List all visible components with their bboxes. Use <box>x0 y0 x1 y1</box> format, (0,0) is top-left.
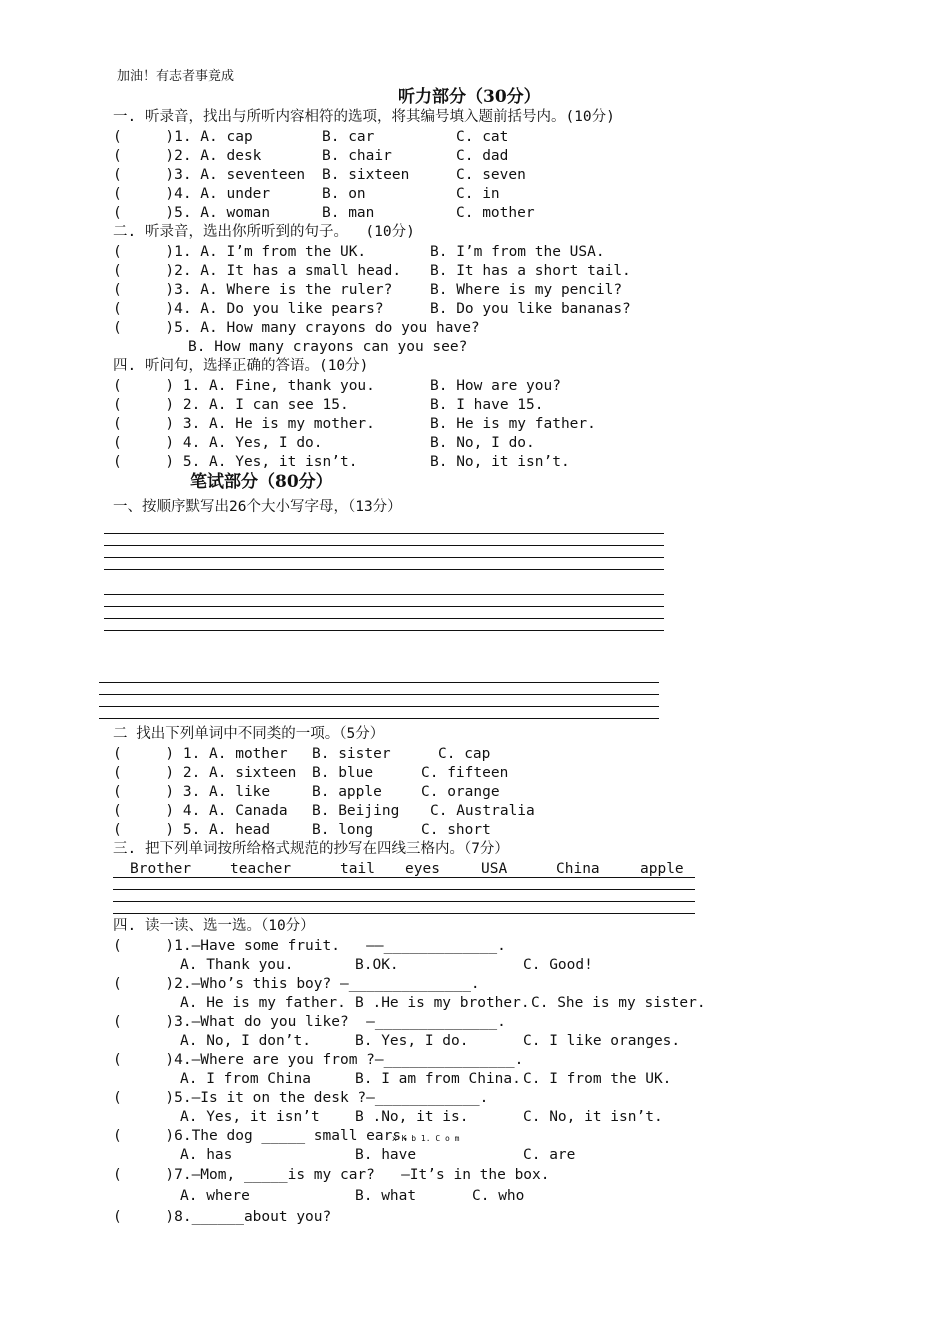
option-c: C. short <box>421 822 491 838</box>
option-b: B. No, it isn’t. <box>430 454 570 470</box>
option-b: B. I have 15. <box>430 397 544 413</box>
writing-title: 笔试部分（80分） <box>190 472 333 492</box>
copy-word: Brother <box>130 861 192 877</box>
option-b: B. sister <box>312 746 391 762</box>
copy-word: teacher <box>230 861 292 877</box>
option-a: ( )4. A. under <box>113 186 271 202</box>
question-text: ( )6.The dog _____ small ears. <box>113 1128 410 1144</box>
option-b: B. apple <box>312 784 382 800</box>
option-a: A. He is my father. <box>180 995 346 1011</box>
option-a: ( )3. A. Where is the ruler? <box>113 282 393 298</box>
option-c: C. She is my sister. <box>531 995 706 1011</box>
option-c: C. dad <box>456 148 509 164</box>
option-b: B. what <box>355 1188 417 1204</box>
option-a: ( ) 3. A. He is my mother. <box>113 416 375 432</box>
option-a: ( ) 3. A. like <box>113 784 271 800</box>
option-b: B .No, it is. <box>355 1109 469 1125</box>
option-b: B. long <box>312 822 374 838</box>
option-a: A. has <box>180 1147 233 1163</box>
option-a: ( )5. A. woman <box>113 205 271 221</box>
option-b: B.OK. <box>355 957 399 973</box>
option-a: ( )3. A. seventeen <box>113 167 306 183</box>
option-c: C. mother <box>456 205 535 221</box>
option-b: B. How many crayons can you see? <box>188 339 468 355</box>
option-a: A. Yes, it isn’t <box>180 1109 320 1125</box>
option-b: B. It has a short tail. <box>430 263 631 279</box>
option-a: ( ) 2. A. sixteen <box>113 765 297 781</box>
option-b: B. sixteen <box>322 167 410 183</box>
question-text: ( )3.—What do you like? —______________. <box>113 1014 506 1030</box>
option-c: C. who <box>472 1188 525 1204</box>
option-b: B. Yes, I do. <box>355 1033 469 1049</box>
option-b: B. chair <box>322 148 392 164</box>
section-heading: 三. 把下列单词按所给格式规范的抄写在四线三格内。（7分） <box>113 841 509 857</box>
option-c: C. I like oranges. <box>523 1033 681 1049</box>
option-b: B. Where is my pencil? <box>430 282 623 298</box>
section-heading: 一、按顺序默写出26个大小写字母，（13分） <box>113 499 402 515</box>
option-a: ( ) 4. A. Canada <box>113 803 288 819</box>
option-a: ( )4. A. Do you like pears? <box>113 301 384 317</box>
option-b: B .He is my brother. <box>355 995 530 1011</box>
option-c: C. seven <box>456 167 526 183</box>
option-a: ( )1. A. cap <box>113 129 253 145</box>
option-a: ( ) 2. A. I can see 15. <box>113 397 349 413</box>
option-c: C. fifteen <box>421 765 509 781</box>
option-a: A. No, I don’t. <box>180 1033 311 1049</box>
question-text: ( )8.______about you? <box>113 1209 332 1225</box>
question-text: ( )5.—Is it on the desk ?—____________. <box>113 1090 489 1106</box>
option-a: ( ) 4. A. Yes, I do. <box>113 435 323 451</box>
section-heading: 一. 听录音，找出与所听内容相符的选项，将其编号填入题前括号内。(10分) <box>113 109 615 125</box>
option-b: B. man <box>322 205 375 221</box>
watermark-text: x K b 1. C o m <box>392 1134 460 1143</box>
option-a: ( ) 1. A. mother <box>113 746 288 762</box>
copy-word: eyes <box>405 861 440 877</box>
option-b: B. He is my father. <box>430 416 596 432</box>
option-c: C. I from the UK. <box>523 1071 672 1087</box>
option-b: B. Beijing <box>312 803 400 819</box>
option-b: B. I am from China. <box>355 1071 521 1087</box>
option-c: C. are <box>523 1147 576 1163</box>
section-heading: 二 找出下列单词中不同类的一项。（5分） <box>113 726 385 742</box>
option-c: C. Good! <box>523 957 593 973</box>
option-a: ( ) 1. A. Fine, thank you. <box>113 378 375 394</box>
section-heading: 二. 听录音，选出你所听到的句子。 (10分) <box>113 224 415 240</box>
option-c: C. cap <box>438 746 491 762</box>
section-heading: 四. 读一读、选一选。（10分） <box>113 918 315 934</box>
listening-title: 听力部分（30分） <box>398 87 541 107</box>
option-a: ( )2. A. It has a small head. <box>113 263 402 279</box>
motto-text: 加油！有志者事竟成 <box>117 69 235 84</box>
question-text: ( )2.—Who’s this boy? —______________. <box>113 976 480 992</box>
option-b: B. blue <box>312 765 374 781</box>
copy-word: tail <box>340 861 375 877</box>
option-c: C. cat <box>456 129 509 145</box>
question-text: ( )1.—Have some fruit. ——_____________. <box>113 938 506 954</box>
option-a: ( )5. A. How many crayons do you have? <box>113 320 480 336</box>
question-text: ( )7.—Mom, _____is my car? —It’s in the box. <box>113 1167 550 1183</box>
option-b: B. Do you like bananas? <box>430 301 631 317</box>
section-heading: 四. 听问句，选择正确的答语。(10分) <box>113 358 369 374</box>
option-c: C. No, it isn’t. <box>523 1109 663 1125</box>
option-b: B. How are you? <box>430 378 561 394</box>
option-a: ( ) 5. A. Yes, it isn’t. <box>113 454 358 470</box>
option-a: ( )1. A. I’m from the UK. <box>113 244 367 260</box>
option-b: B. I’m from the USA. <box>430 244 605 260</box>
option-a: A. I from China <box>180 1071 311 1087</box>
copy-word: China <box>556 861 600 877</box>
option-a: ( ) 5. A. head <box>113 822 271 838</box>
copy-word: USA <box>481 861 508 877</box>
option-b: B. on <box>322 186 366 202</box>
option-c: C. in <box>456 186 500 202</box>
option-b: B. No, I do. <box>430 435 535 451</box>
option-a: A. Thank you. <box>180 957 294 973</box>
option-c: C. Australia <box>430 803 535 819</box>
option-c: C. orange <box>421 784 500 800</box>
option-a: ( )2. A. desk <box>113 148 262 164</box>
question-text: ( )4.—Where are you from ?—_______________. <box>113 1052 524 1068</box>
option-b: B. have <box>355 1147 417 1163</box>
option-b: B. car <box>322 129 375 145</box>
copy-word: apple <box>640 861 684 877</box>
option-a: A. where <box>180 1188 250 1204</box>
